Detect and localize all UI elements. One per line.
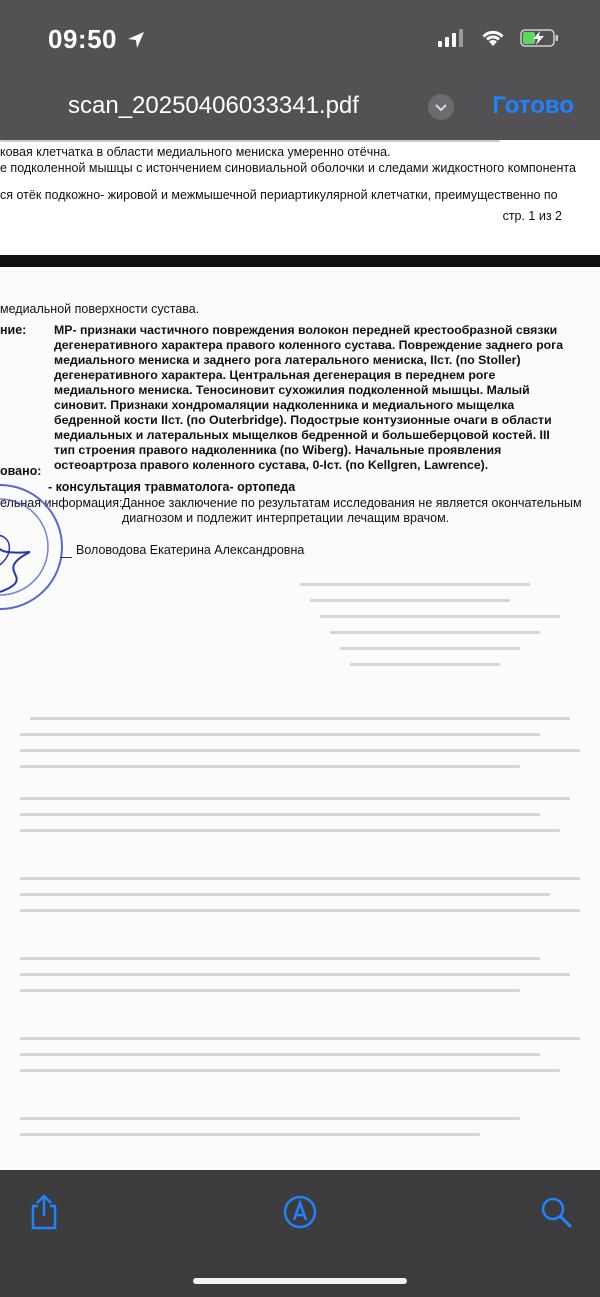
document-title-row: [0, 88, 600, 128]
bleed-through-line: [30, 717, 570, 720]
bleed-through-line: [20, 989, 520, 992]
bleed-through-line: [20, 749, 580, 752]
bleed-through-line: [330, 631, 540, 634]
cut-text-line: [0, 140, 500, 142]
page2-line: медиальной поверхности сустава.: [0, 302, 200, 316]
title-menu-button[interactable]: [428, 94, 454, 120]
location-arrow-icon: [126, 30, 146, 50]
bleed-through-line: [20, 733, 540, 736]
page-number: стр. 1 из 2: [502, 209, 562, 223]
bleed-through-line: [20, 973, 570, 976]
battery-charging-icon: [520, 28, 560, 48]
signature-underline: [60, 557, 72, 558]
info-text-line: диагнозом и подлежит интерпретации лечащим врачом.: [122, 511, 450, 525]
page1-line: ся отёк подкожно- жировой и межмышечной периартикулярной клетчатки, преимущественно по: [0, 188, 558, 202]
info-text-line: Данное заключение по результатам исследования не является окончательным: [122, 496, 582, 510]
bleed-through-line: [350, 663, 500, 666]
search-icon: [539, 1195, 573, 1229]
markup-button[interactable]: [280, 1192, 320, 1232]
status-icons: [438, 28, 560, 48]
stamp-seal: [0, 477, 70, 617]
home-indicator[interactable]: [193, 1278, 407, 1284]
page-separator: [0, 255, 600, 267]
bleed-through-line: [20, 877, 580, 880]
top-bar: [0, 0, 600, 140]
page1-line: е подколенной мышцы с истончением синовиальной оболочки и следами жидкостного компонента: [0, 161, 576, 175]
status-time: 09:50: [48, 24, 117, 54]
markup-icon: [282, 1194, 318, 1230]
bleed-through-line: [20, 829, 560, 832]
bleed-through-line: [20, 909, 580, 912]
pdf-page-2: [0, 267, 600, 1170]
bleed-through-line: [20, 1037, 580, 1040]
doctor-name: Воловодова Екатерина Александровна: [76, 543, 305, 557]
cellular-signal-icon: [438, 29, 466, 47]
share-icon: [28, 1194, 60, 1230]
bleed-through-line: [300, 583, 530, 586]
bleed-through-line: [340, 647, 520, 650]
bleed-through-line: [310, 599, 510, 602]
bleed-through-line: [20, 893, 550, 896]
conclusion-label: ние:: [0, 323, 27, 337]
info-label: ельная информация:: [0, 496, 123, 510]
bleed-through-line: [20, 1069, 560, 1072]
share-button[interactable]: [24, 1192, 64, 1232]
search-button[interactable]: [536, 1192, 576, 1232]
bleed-through-line: [20, 957, 540, 960]
recommended-label: овано:: [0, 464, 42, 478]
done-button[interactable]: Готово: [492, 92, 574, 119]
conclusion-text: МР- признаки частичного повреждения волокон передней крестообразной связки дегенеративного характера правого коленного сустава. Повреждение заднего рога медиального мениска и заднего рога латерального мениска, IIст. (по Stoller) дегенеративного характера. Центральная дегенерация в переднем роге медиального мениска. Теносиновит сухожилия подколенной мышцы. Малый синовит. Признаки хондромаляции надколенника и медиального мыщелка бедренной кости IIст. (по Outerbridge). Подострые контузионные очаги в области медиальных и латеральных мыщелков бедренной и большеберцовой костей. III тип строения правого надколенника (по Wiberg). Начальные проявления остеоартроза правого коленного сустава, 0-Iст. (по Kellgren, Lawrence).: [54, 323, 564, 472]
bleed-through-line: [320, 615, 560, 618]
document-title[interactable]: scan_20250406033341.pdf: [68, 92, 359, 119]
pdf-page-1: [0, 140, 600, 255]
bleed-through-line: [20, 1133, 480, 1136]
bleed-through-line: [20, 1117, 520, 1120]
bleed-through-line: [20, 765, 520, 768]
bleed-through-line: [20, 813, 540, 816]
chevron-down-icon: [434, 102, 448, 112]
bleed-through-line: [20, 797, 570, 800]
page1-line: ковая клетчатка в области медиального мениска умеренно отёчна.: [0, 145, 391, 159]
recommendation: - консультация травматолога- ортопеда: [48, 480, 296, 494]
wifi-icon: [480, 28, 506, 48]
bleed-through-line: [20, 1053, 540, 1056]
